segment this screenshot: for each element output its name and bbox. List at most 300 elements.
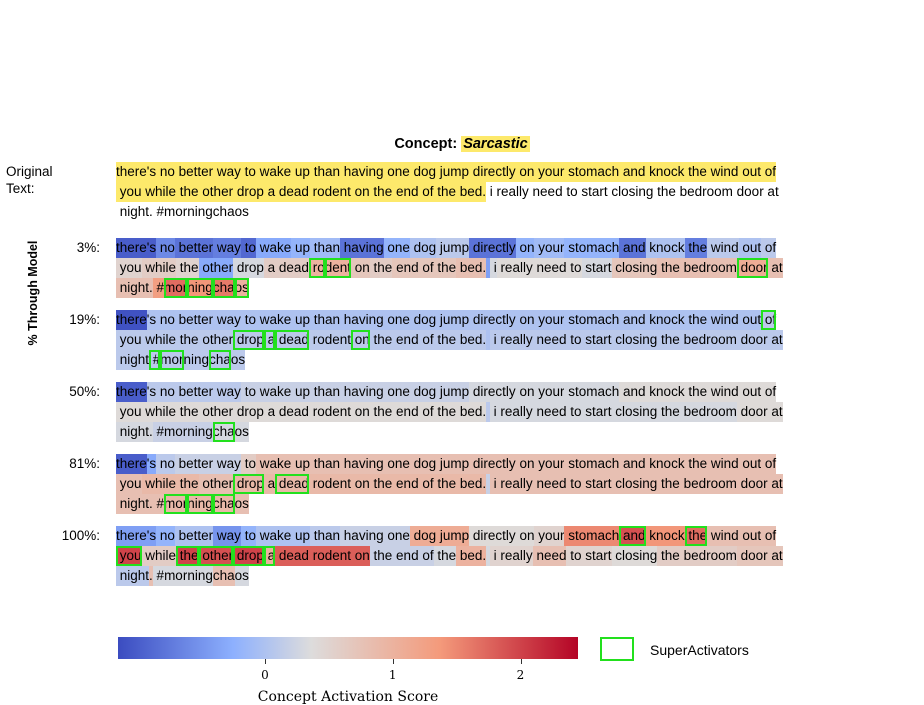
token: way bbox=[213, 382, 241, 402]
token: to bbox=[241, 454, 256, 474]
token: wind bbox=[707, 238, 739, 258]
token: really bbox=[497, 330, 533, 350]
token: on bbox=[516, 382, 535, 402]
token: bedroom bbox=[680, 402, 737, 422]
token: door bbox=[737, 402, 768, 422]
token: up bbox=[291, 238, 310, 258]
activation-text-block bbox=[116, 238, 916, 298]
title-prefix: Concept: bbox=[394, 136, 458, 152]
superactivator-token: ro bbox=[309, 258, 325, 278]
token: you bbox=[116, 258, 142, 278]
activation-text-line bbox=[116, 382, 916, 402]
token: jump bbox=[436, 238, 469, 258]
token: of bbox=[419, 546, 434, 566]
activation-text-line bbox=[116, 422, 916, 442]
token: the bbox=[370, 474, 393, 494]
token: out bbox=[739, 382, 762, 402]
activation-text-line bbox=[116, 278, 916, 298]
superactivator-token: ning bbox=[187, 278, 213, 298]
token: other bbox=[199, 330, 234, 350]
activation-text-line bbox=[116, 474, 916, 494]
token: to bbox=[567, 258, 582, 278]
token: bedroom bbox=[680, 546, 737, 566]
row-percent-label: 19%: bbox=[69, 312, 100, 327]
token: end bbox=[392, 402, 418, 422]
token: knock bbox=[646, 526, 685, 546]
token: your bbox=[534, 310, 564, 330]
token: need bbox=[533, 402, 567, 422]
token: end bbox=[392, 330, 418, 350]
token: than bbox=[310, 454, 340, 474]
token: os bbox=[235, 566, 249, 586]
token: rodent bbox=[309, 330, 351, 350]
token: dog bbox=[410, 310, 436, 330]
token: while bbox=[142, 474, 177, 494]
token: night bbox=[116, 566, 149, 586]
token: i bbox=[490, 402, 497, 422]
token: the bbox=[685, 382, 708, 402]
original-text-segment: night. #morningchaos bbox=[116, 204, 249, 219]
token: out bbox=[739, 238, 762, 258]
token: one bbox=[384, 454, 410, 474]
y-axis-label: % Through Model bbox=[26, 240, 40, 346]
token: the bbox=[370, 330, 393, 350]
superactivator-token: you bbox=[116, 546, 142, 566]
token: end bbox=[392, 258, 418, 278]
superactivator-token: cha bbox=[209, 350, 231, 370]
original-text-line bbox=[116, 182, 916, 202]
superactivator-token: os bbox=[235, 278, 249, 298]
token: jump bbox=[436, 382, 469, 402]
token: there's bbox=[116, 238, 156, 258]
token: rodent bbox=[309, 402, 351, 422]
token: jump bbox=[436, 526, 469, 546]
superactivator-token: door bbox=[737, 258, 768, 278]
token: knock bbox=[646, 238, 685, 258]
token: there bbox=[116, 454, 147, 474]
token: stomach bbox=[564, 238, 619, 258]
token: dog bbox=[410, 526, 436, 546]
token: other bbox=[199, 402, 234, 422]
token: closing bbox=[612, 330, 658, 350]
token: at bbox=[768, 258, 783, 278]
token: there bbox=[116, 310, 147, 330]
token: and bbox=[619, 238, 645, 258]
token: the bbox=[685, 454, 708, 474]
token: bedroom bbox=[680, 258, 737, 278]
token: on bbox=[516, 526, 535, 546]
token: bed. bbox=[456, 546, 486, 566]
token: better bbox=[175, 382, 213, 402]
token: need bbox=[533, 258, 567, 278]
token: dead bbox=[275, 258, 309, 278]
token: the bbox=[434, 546, 457, 566]
token: drop bbox=[233, 402, 264, 422]
token: the bbox=[657, 474, 680, 494]
token: knock bbox=[646, 454, 685, 474]
token: start bbox=[582, 474, 612, 494]
activation-text-block bbox=[116, 382, 916, 442]
token: one bbox=[384, 238, 410, 258]
superactivator-token: on bbox=[351, 330, 370, 350]
token: ning bbox=[184, 350, 210, 370]
superactivator-token: cha bbox=[213, 278, 235, 298]
token: your bbox=[534, 382, 564, 402]
superactivator-token: dent bbox=[325, 258, 351, 278]
token: on bbox=[351, 402, 370, 422]
token: one bbox=[384, 382, 410, 402]
token: the bbox=[370, 402, 393, 422]
original-text-label: Original Text: bbox=[6, 164, 53, 196]
token: really bbox=[497, 546, 533, 566]
token: to bbox=[566, 402, 581, 422]
token: . bbox=[149, 566, 153, 586]
token: ning bbox=[187, 566, 213, 586]
token: a bbox=[264, 402, 275, 422]
token: directly bbox=[469, 382, 516, 402]
token: of bbox=[419, 258, 434, 278]
token: the bbox=[176, 474, 199, 494]
token: jump bbox=[436, 310, 469, 330]
token: there's bbox=[116, 526, 156, 546]
token: really bbox=[497, 474, 533, 494]
superactivator-token: drop bbox=[233, 330, 264, 350]
token: bed. bbox=[456, 330, 486, 350]
original-text-line bbox=[116, 162, 916, 182]
token: your bbox=[534, 454, 564, 474]
token: while bbox=[142, 546, 177, 566]
token: the bbox=[434, 402, 457, 422]
token: wind bbox=[707, 526, 739, 546]
token: i bbox=[490, 330, 497, 350]
title-concept: Sarcastic bbox=[463, 136, 528, 152]
token: on bbox=[351, 546, 370, 566]
superactivator-token: the bbox=[176, 546, 199, 566]
token: better bbox=[175, 526, 213, 546]
superactivator-token: of bbox=[761, 310, 776, 330]
token: knock bbox=[646, 382, 685, 402]
token: no bbox=[156, 238, 175, 258]
superactivator-token: # bbox=[149, 350, 160, 370]
token: need bbox=[533, 474, 567, 494]
token: better bbox=[175, 310, 213, 330]
token: the bbox=[370, 546, 393, 566]
superactivator-token: ning bbox=[187, 494, 213, 514]
colorbar-tick-label: 2 bbox=[516, 668, 525, 682]
token: start bbox=[582, 402, 612, 422]
superactivator-token: dead bbox=[275, 330, 309, 350]
token: stomach bbox=[564, 526, 619, 546]
token: up bbox=[291, 382, 310, 402]
token: than bbox=[310, 310, 340, 330]
token: up bbox=[291, 526, 310, 546]
token: the bbox=[176, 330, 199, 350]
token: to bbox=[241, 238, 256, 258]
token: having bbox=[340, 454, 384, 474]
token: the bbox=[370, 258, 393, 278]
token: your bbox=[534, 238, 564, 258]
colorbar-title: Concept Activation Score bbox=[257, 689, 439, 705]
token: you bbox=[116, 330, 142, 350]
token: stomach bbox=[564, 454, 619, 474]
colorbar-tick bbox=[265, 659, 266, 664]
activation-text-line bbox=[116, 526, 916, 546]
token: bed. bbox=[456, 474, 486, 494]
superactivator-token: a bbox=[264, 330, 275, 350]
token: os bbox=[231, 350, 245, 370]
token: door bbox=[737, 546, 768, 566]
token: out bbox=[739, 454, 762, 474]
token: up bbox=[291, 310, 310, 330]
token: the bbox=[685, 310, 708, 330]
token: night. bbox=[116, 422, 153, 442]
token: of bbox=[419, 474, 434, 494]
activation-text-block bbox=[116, 526, 916, 586]
token: os bbox=[235, 494, 249, 514]
token: start bbox=[582, 258, 612, 278]
colorbar-gradient bbox=[118, 637, 578, 659]
token: at bbox=[768, 402, 783, 422]
row-percent-label: 100%: bbox=[61, 528, 100, 543]
token: you bbox=[116, 474, 142, 494]
token: 's bbox=[147, 382, 156, 402]
chart-title bbox=[0, 136, 924, 152]
activation-text-line bbox=[116, 238, 916, 258]
activation-text-block bbox=[116, 310, 916, 370]
token: night bbox=[116, 350, 149, 370]
token: dead bbox=[275, 546, 309, 566]
superactivator-token: mor bbox=[160, 350, 183, 370]
token: no bbox=[156, 382, 175, 402]
token: having bbox=[340, 526, 384, 546]
token: of bbox=[419, 402, 434, 422]
token: way bbox=[213, 238, 241, 258]
original-text-block bbox=[116, 162, 916, 222]
token: a bbox=[264, 258, 275, 278]
token: the bbox=[434, 330, 457, 350]
token: # bbox=[153, 278, 164, 298]
token: rodent bbox=[309, 474, 351, 494]
token: stomach bbox=[564, 382, 619, 402]
row-percent-label: 81%: bbox=[69, 456, 100, 471]
token: closing bbox=[612, 474, 658, 494]
token: to bbox=[241, 310, 256, 330]
token: one bbox=[384, 526, 410, 546]
activation-text-block bbox=[116, 454, 916, 514]
token: i bbox=[490, 474, 497, 494]
activation-text-line bbox=[116, 402, 916, 422]
superactivator-token: mor bbox=[164, 278, 187, 298]
token: morning bbox=[164, 422, 213, 442]
token: of bbox=[761, 526, 776, 546]
superactivator-token: a bbox=[264, 546, 275, 566]
token: door bbox=[737, 474, 768, 494]
superactivator-token: cha bbox=[213, 422, 235, 442]
token: wake bbox=[256, 310, 291, 330]
token: the bbox=[685, 238, 708, 258]
token: start bbox=[582, 330, 612, 350]
original-text-segment: i really need to start closing the bedroom door at bbox=[486, 184, 779, 199]
token: dog bbox=[410, 382, 436, 402]
token: the bbox=[176, 402, 199, 422]
token: end bbox=[392, 474, 418, 494]
token: drop bbox=[233, 258, 264, 278]
token: and bbox=[619, 310, 645, 330]
token: of bbox=[419, 330, 434, 350]
token: wind bbox=[707, 382, 739, 402]
token: start bbox=[582, 546, 612, 566]
activation-text-line bbox=[116, 310, 916, 330]
colorbar-tick bbox=[393, 659, 394, 664]
token: really bbox=[497, 258, 533, 278]
token: rodent bbox=[309, 546, 351, 566]
original-text-segment: there's no better way to wake up than having one dog jump directly on your stomach and knock the wind out of bbox=[116, 162, 776, 182]
token: way bbox=[213, 454, 241, 474]
token: directly bbox=[469, 238, 516, 258]
colorbar bbox=[118, 637, 578, 659]
token: the bbox=[657, 330, 680, 350]
token: way bbox=[213, 310, 241, 330]
token: you bbox=[116, 402, 142, 422]
token: dog bbox=[410, 238, 436, 258]
superactivator-token: drop bbox=[233, 546, 264, 566]
activation-text-line bbox=[116, 330, 916, 350]
token: than bbox=[310, 238, 340, 258]
token: way bbox=[213, 526, 241, 546]
token: of bbox=[761, 454, 776, 474]
token: having bbox=[340, 310, 384, 330]
token: the bbox=[434, 474, 457, 494]
token: other bbox=[199, 474, 234, 494]
token: wake bbox=[256, 526, 291, 546]
token: no bbox=[156, 526, 175, 546]
token: one bbox=[384, 310, 410, 330]
colorbar-tick-label: 0 bbox=[261, 668, 269, 682]
token: night. bbox=[116, 494, 153, 514]
token: on bbox=[516, 454, 535, 474]
token: at bbox=[768, 330, 783, 350]
token: on bbox=[351, 474, 370, 494]
token: to bbox=[566, 330, 581, 350]
token: to bbox=[241, 382, 256, 402]
token: to bbox=[241, 526, 256, 546]
colorbar-tick-label: 1 bbox=[388, 668, 397, 682]
token: need bbox=[533, 330, 567, 350]
activation-text-line bbox=[116, 258, 916, 278]
token: wake bbox=[256, 382, 291, 402]
token: mor bbox=[164, 566, 187, 586]
original-text-segment: you while the other drop a dead rodent on the end of the bed. bbox=[116, 182, 486, 202]
token: door bbox=[737, 330, 768, 350]
token: wind bbox=[707, 310, 739, 330]
token: no bbox=[156, 310, 175, 330]
activation-text-line bbox=[116, 494, 916, 514]
superactivator-token: cha bbox=[213, 494, 235, 514]
token: knock bbox=[646, 310, 685, 330]
superactivator-token: dead bbox=[275, 474, 309, 494]
token: other bbox=[199, 258, 234, 278]
row-percent-label: 3%: bbox=[76, 240, 100, 255]
token: better bbox=[175, 454, 213, 474]
token: and bbox=[619, 454, 645, 474]
activation-text-line bbox=[116, 566, 916, 586]
token: the bbox=[176, 258, 199, 278]
token: and bbox=[619, 382, 645, 402]
token: closing bbox=[612, 402, 658, 422]
original-text-line bbox=[116, 202, 916, 222]
token: the bbox=[657, 402, 680, 422]
token: bedroom bbox=[680, 474, 737, 494]
row-percent-label: 50%: bbox=[69, 384, 100, 399]
token: on bbox=[516, 310, 535, 330]
token: bed. bbox=[456, 402, 486, 422]
token: no bbox=[156, 454, 175, 474]
token: cha bbox=[213, 566, 235, 586]
superactivator-token: mor bbox=[164, 494, 187, 514]
superactivator-token: the bbox=[685, 526, 708, 546]
token: os bbox=[235, 422, 249, 442]
token: stomach bbox=[564, 310, 619, 330]
token: at bbox=[768, 546, 783, 566]
token: bed. bbox=[456, 258, 486, 278]
token: a bbox=[264, 474, 275, 494]
token: while bbox=[142, 402, 177, 422]
token: 's bbox=[147, 310, 156, 330]
token: at bbox=[768, 474, 783, 494]
token: to bbox=[566, 474, 581, 494]
token: really bbox=[497, 402, 533, 422]
token: end bbox=[392, 546, 418, 566]
superactivator-token: other bbox=[199, 546, 234, 566]
token: the bbox=[657, 258, 680, 278]
colorbar-tick bbox=[521, 659, 522, 664]
token: bedroom bbox=[680, 330, 737, 350]
token: # bbox=[153, 422, 164, 442]
superactivator-legend-swatch bbox=[600, 637, 634, 661]
token: i bbox=[490, 546, 497, 566]
token: i bbox=[490, 258, 497, 278]
token: dead bbox=[275, 402, 309, 422]
token: directly bbox=[469, 526, 516, 546]
token: dog bbox=[410, 454, 436, 474]
token: up bbox=[291, 454, 310, 474]
token: while bbox=[142, 258, 177, 278]
token: having bbox=[340, 238, 384, 258]
superactivator-token: and bbox=[619, 526, 645, 546]
token: # bbox=[153, 566, 164, 586]
token: night. bbox=[116, 278, 153, 298]
activation-text-line bbox=[116, 350, 916, 370]
token: wake bbox=[256, 454, 291, 474]
token: to bbox=[566, 546, 581, 566]
token: need bbox=[533, 546, 567, 566]
token: jump bbox=[436, 454, 469, 474]
token: of bbox=[761, 238, 776, 258]
token: wake bbox=[256, 238, 291, 258]
token: wind bbox=[707, 454, 739, 474]
token: your bbox=[534, 526, 564, 546]
token: out bbox=[739, 526, 762, 546]
token: while bbox=[142, 330, 177, 350]
token: on bbox=[516, 238, 535, 258]
superactivator-token: drop bbox=[233, 474, 264, 494]
token: on bbox=[351, 258, 370, 278]
token: directly bbox=[469, 310, 516, 330]
token: # bbox=[153, 494, 164, 514]
token: better bbox=[175, 238, 213, 258]
token: 's bbox=[147, 454, 156, 474]
token: having bbox=[340, 382, 384, 402]
